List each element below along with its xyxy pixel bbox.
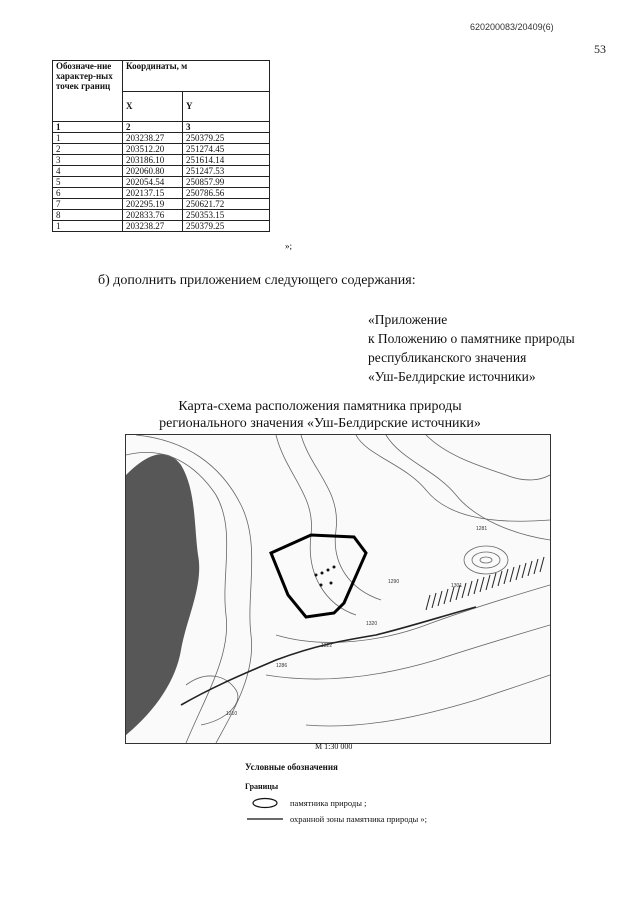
point-id: 8: [53, 210, 123, 221]
index-cell: 3: [183, 122, 270, 133]
map-scale: М 1:30 000: [315, 742, 353, 751]
point-id: 7: [53, 199, 123, 210]
appendix-line: к Положению о памятнике природы: [368, 331, 575, 346]
topographic-map: [125, 434, 551, 744]
table-row: [53, 221, 270, 232]
river-line: [181, 607, 476, 705]
spring-points: [315, 566, 336, 587]
mountain-hatching: [126, 454, 199, 735]
legend-title: Условные обозначения: [245, 762, 338, 772]
map-drawing: [126, 435, 550, 743]
y-value: 250786.56: [183, 188, 270, 199]
y-value: 251274.45: [183, 144, 270, 155]
point-id: 1: [53, 133, 123, 144]
elevation-label: 1210: [226, 711, 238, 717]
appendix-heading: [368, 310, 575, 386]
coordinates-header: Координаты, м: [123, 61, 270, 92]
x-header: X: [123, 91, 183, 122]
x-value: 202833.76: [123, 210, 183, 221]
map-legend: [245, 762, 427, 827]
x-value: 202060.80: [123, 166, 183, 177]
table-row: [53, 210, 270, 221]
point-id: 3: [53, 155, 123, 166]
y-value: 250353.15: [183, 210, 270, 221]
elevation-label: 1301: [451, 583, 463, 589]
x-value: 202054.54: [123, 177, 183, 188]
y-header: Y: [183, 91, 270, 122]
table-row: [53, 188, 270, 199]
map-title: [0, 398, 640, 432]
protected-area-boundary: [271, 535, 366, 617]
elevation-label: 1290: [388, 579, 400, 585]
table-row: [53, 133, 270, 144]
y-value: 250379.25: [183, 221, 270, 232]
elevation-label: 1286: [276, 663, 288, 669]
y-value: 250621.72: [183, 199, 270, 210]
table-row: [53, 155, 270, 166]
elevation-label: 1320: [366, 621, 378, 627]
designation-header: Обозначе-ние характер-ных точек границ: [53, 61, 123, 122]
table-row: [53, 144, 270, 155]
appendix-line: республиканского значения: [368, 350, 527, 365]
page-number: 53: [594, 42, 606, 56]
y-value: 251247.53: [183, 166, 270, 177]
table-row: [53, 177, 270, 188]
legend-subtitle: Границы: [245, 782, 279, 791]
y-value: 251614.14: [183, 155, 270, 166]
point-id: 6: [53, 188, 123, 199]
x-value: 203238.27: [123, 133, 183, 144]
map-title-line: регионального значения «Уш-Белдирские источники»: [159, 416, 481, 431]
legend-label: охранной зоны памятника природы »;: [290, 814, 427, 824]
x-value: 203238.27: [123, 221, 183, 232]
buffer-zone-line-icon: [245, 813, 285, 825]
point-id: 1: [53, 221, 123, 232]
y-value: 250379.25: [183, 133, 270, 144]
point-id: 4: [53, 166, 123, 177]
coordinates-table: [52, 60, 270, 232]
table-row: [53, 199, 270, 210]
boundary-oval-icon: [245, 797, 285, 809]
index-cell: 2: [123, 122, 183, 133]
x-value: 202137.15: [123, 188, 183, 199]
document-id: 620200083/20409(6): [470, 22, 554, 32]
index-cell: 1: [53, 122, 123, 133]
table-closing-quote: »;: [285, 241, 293, 251]
map-title-line: Карта-схема расположения памятника природы: [178, 399, 462, 414]
y-value: 250857.99: [183, 177, 270, 188]
elevation-label: 1322: [321, 643, 333, 649]
amendment-text: б) дополнить приложением следующего содержания:: [98, 273, 416, 288]
cliff-hatching: [426, 557, 544, 610]
appendix-line: «Уш-Белдирские источники»: [368, 369, 536, 384]
x-value: 203512.20: [123, 144, 183, 155]
table-row: [53, 166, 270, 177]
legend-item: [245, 795, 427, 811]
legend-label: памятника природы ;: [290, 798, 367, 808]
point-id: 2: [53, 144, 123, 155]
elevation-label: 1281: [476, 526, 488, 532]
point-id: 5: [53, 177, 123, 188]
legend-item: [245, 811, 427, 827]
x-value: 202295.19: [123, 199, 183, 210]
x-value: 203186.10: [123, 155, 183, 166]
appendix-line: «Приложение: [368, 312, 448, 327]
